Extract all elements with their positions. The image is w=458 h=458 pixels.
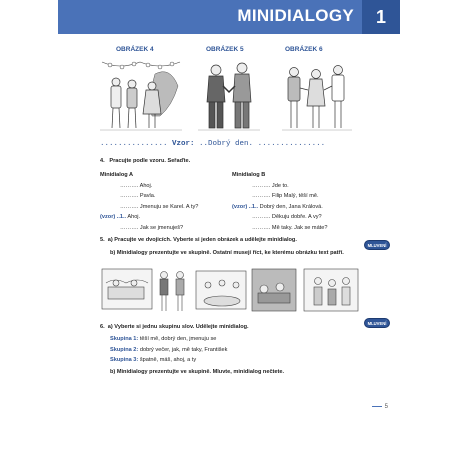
dialog-b-line: (vzor) ..1.. Dobrý den, Jana Králová.	[232, 203, 323, 210]
word-group-3: Skupina 3: špatně, máš, ahoj, a ty	[110, 357, 197, 363]
minidialog-b	[232, 170, 362, 233]
example-text: Dobrý den.	[208, 140, 254, 148]
task-5-instruction-b: b) Minidialogy prezentujte ve skupině. Ostatní musejí říct, ke kterému obrázku text patří.	[110, 250, 344, 256]
dialog-a-line: (vzor) ..1.. Ahoj.	[100, 214, 141, 220]
dialog-b-line: ………. Filip Malý, těší mě.	[252, 193, 319, 199]
picture-4-party-illustration	[100, 56, 182, 134]
dialog-a-line: ………. Pavla.	[120, 193, 156, 199]
example-label: Vzor:	[172, 140, 195, 148]
picture-4-label: OBRÁZEK 4	[116, 46, 154, 53]
example-line: ............... Vzor: ..Dobrý den. ...............	[100, 140, 326, 148]
page-number: 5	[372, 404, 388, 410]
picture-5-label: OBRÁZEK 5	[206, 46, 244, 53]
speaking-badge: MLUVENÍ	[364, 240, 390, 250]
picture-5-handshake-illustration	[198, 56, 260, 134]
dialog-b-line: ………. Jde to.	[252, 182, 289, 189]
task-5-instruction-a: 5. a) Pracujte ve dvojicích. Vyberte si jeden obrázek a udělejte minidialog.	[100, 237, 297, 243]
dialog-a-line: ………. Jmenuju se Karel. A ty?	[120, 203, 199, 210]
dialog-a-line: ………. Ahoj.	[120, 182, 153, 189]
task-4-instruction: Pracujte podle vzoru. Seřaďte.	[109, 158, 191, 164]
speaking-badge: MLUVENÍ	[364, 318, 390, 328]
minidialog-a	[100, 170, 230, 233]
dialog-b-line: ………. Děkuju dobře. A vy?	[252, 214, 322, 220]
scene-strip-illustration	[100, 263, 360, 315]
dialog-a-line: ………. Jak se jmenuješ?	[120, 224, 184, 231]
picture-6-label: OBRÁZEK 6	[285, 46, 323, 53]
unit-title: MINIDIALOGY	[237, 6, 354, 25]
word-group-1: Skupina 1: těší mě, dobrý den, jmenuju se	[110, 336, 217, 342]
word-group-2: Skupina 2: dobrý večer, jak, mě taky, František	[110, 346, 228, 353]
task-6-instruction-b: b) Minidialogy prezentujte ve skupině. Mluvte, minidialog nečtete.	[110, 369, 285, 375]
picture-6-greeting-illustration	[282, 56, 352, 134]
dialog-b-line: ………. Mě taky. Jak se máte?	[252, 224, 328, 231]
task-4-heading: 4. Pracujte podle vzoru. Seřaďte.	[100, 158, 191, 164]
word-groups	[110, 334, 227, 366]
unit-number: 1	[362, 0, 400, 34]
task-6-instruction-a: 6. a) Vyberte si jednu skupinu slov. Udělejte minidialog.	[100, 324, 249, 330]
minidialog-b-title: Minidialog B	[232, 172, 266, 178]
unit-header	[58, 0, 400, 34]
minidialog-a-title: Minidialog A	[100, 172, 134, 178]
